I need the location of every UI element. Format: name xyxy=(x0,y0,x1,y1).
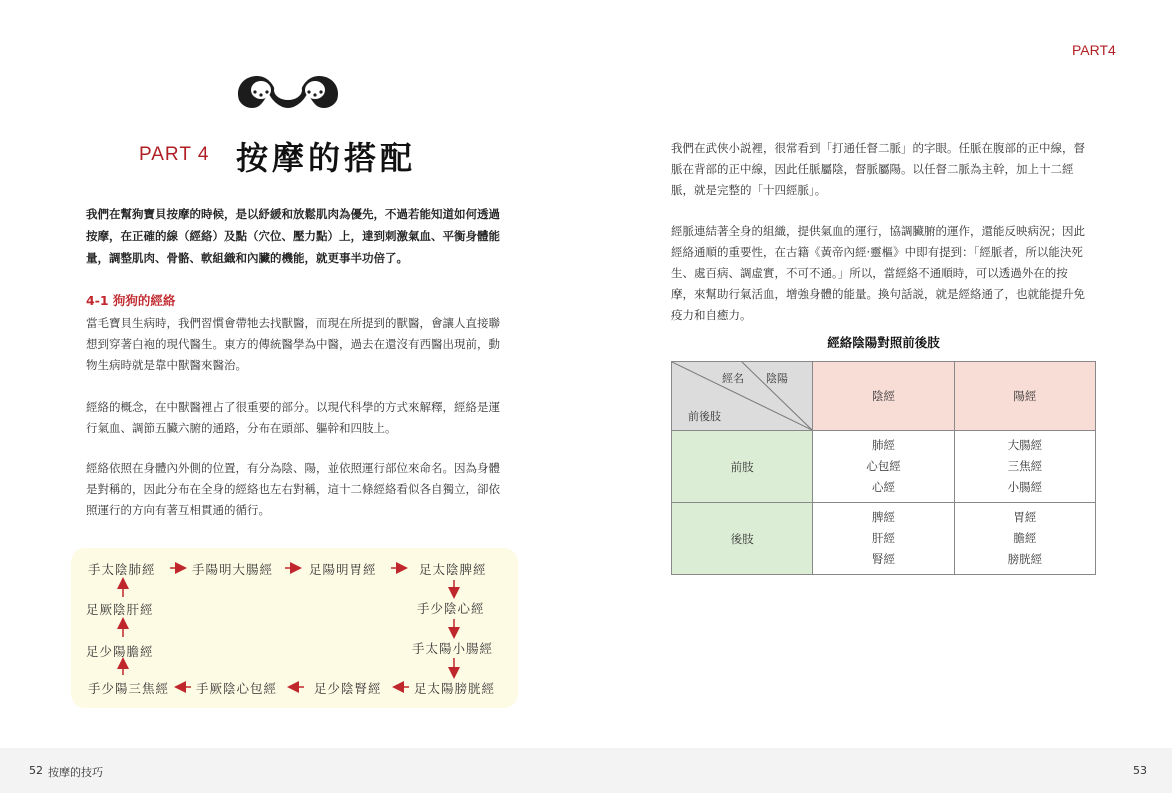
meridian-label: 足少陰腎經 xyxy=(314,681,382,696)
footer-bar xyxy=(0,748,1172,793)
left-page-number: 52 xyxy=(29,764,43,777)
meridian-label: 手太陽小腸經 xyxy=(412,641,494,656)
body-paragraph: 當毛寶貝生病時，我們習慣會帶牠去找獸醫，而現在所提到的獸醫，會讓人直接聯想到穿著白袍的現代醫生。東方的傳統醫學為中醫，過去在還沒有西醫出現前，動物生病時就是靠中獸醫來醫治。 xyxy=(86,316,500,372)
cell-value: 腎經 xyxy=(871,552,895,566)
part-tag: PART4 xyxy=(1072,42,1116,58)
column-header-yin: 陰經 xyxy=(813,362,954,431)
intro-paragraph: 我們在幫狗寶貝按摩的時候，是以紓緩和放鬆肌肉為優先，不過若能知道如何透過按摩，在正確的線（經絡）及點（穴位、壓力點）上，達到刺激氣血、平衡身體能量，調整肌肉、骨骼、軟組織和內臟的機能，就更事半功倍了。 xyxy=(86,207,500,265)
corner-top-label: 經名 陰陽 xyxy=(722,372,788,385)
table-row xyxy=(672,431,1096,503)
table-title: 經絡陰陽對照前後肢 xyxy=(827,335,940,350)
page-title: 按摩的搭配 xyxy=(236,139,417,177)
meridian-yin-yang-table xyxy=(671,361,1096,575)
meridian-label: 足少陽膽經 xyxy=(86,644,154,659)
meridian-label: 足太陰脾經 xyxy=(419,562,487,577)
cell-value: 膀胱經 xyxy=(1007,552,1043,566)
left-running-title: 按摩的技巧 xyxy=(48,766,103,779)
row-header-front-limb: 前肢 xyxy=(672,431,813,503)
table-cell xyxy=(813,503,954,575)
cell-value: 大腸經 xyxy=(1007,438,1043,452)
meridian-label: 手厥陰心包經 xyxy=(196,681,278,696)
meridian-label: 足厥陰肝經 xyxy=(86,602,154,617)
cell-value: 膽經 xyxy=(1013,531,1037,545)
body-paragraph: 經絡依照在身體內外側的位置，有分為陰、陽，並依照運行部位來命名。因為身體是對稱的，因此分布在全身的經絡也左右對稱，這十二條經絡看似各自獨立，卻依照運行的方向有著互相貫通的循行。 xyxy=(86,461,500,517)
meridian-label: 手少陰心經 xyxy=(417,601,485,616)
meridian-label: 手陽明大腸經 xyxy=(192,562,274,577)
body-paragraph: 我們在武俠小説裡，很常看到「打通任督二脈」的字眼。任脈在腹部的正中線，督脈在背部的正中線，因此任脈屬陰，督脈屬陽。以任督二脈為主幹，加上十二經脈，就是完整的「十四經脈」。 xyxy=(671,141,1085,197)
cell-value: 心經 xyxy=(871,480,895,494)
dog-face-illustration xyxy=(233,70,343,118)
meridian-label: 手太陰肺經 xyxy=(88,562,156,577)
table-cell xyxy=(813,431,954,503)
meridian-label: 足陽明胃經 xyxy=(309,562,377,577)
body-paragraph: 經絡的概念，在中獸醫裡占了很重要的部分。以現代科學的方式來解釋，經絡是運行氣血、調節五臟六腑的通路，分布在頭部、軀幹和四肢上。 xyxy=(86,400,500,435)
cell-value: 小腸經 xyxy=(1007,480,1043,494)
cell-value: 肝經 xyxy=(871,531,895,545)
column-header-yang: 陽經 xyxy=(954,362,1095,431)
cell-value: 脾經 xyxy=(871,510,895,524)
cell-value: 胃經 xyxy=(1013,510,1037,524)
row-header-hind-limb: 後肢 xyxy=(672,503,813,575)
part-label: PART 4 xyxy=(139,144,210,165)
meridian-label: 足太陽膀胱經 xyxy=(414,681,496,696)
body-paragraph: 經脈連結著全身的組織，提供氣血的運行，協調臟腑的運作，還能反映病況；因此經絡通順的重要性，在古籍《黃帝內經‧靈樞》中即有提到：「經脈者，所以能決死生、處百病、調虛實，不可不通。」所以，當經絡不通順時，可以透過外在的按摩，來幫助行氣活血，增強身體的能量。換句話説，就是經絡通了，也就能提升免疫力和自癒力。 xyxy=(671,224,1085,322)
table-corner-cell xyxy=(672,362,813,431)
table-cell xyxy=(954,503,1095,575)
cell-value: 三焦經 xyxy=(1007,459,1043,473)
cell-value: 肺經 xyxy=(871,438,895,452)
table-row xyxy=(672,503,1096,575)
section-title: 4-1 狗狗的經絡 xyxy=(86,293,176,308)
corner-bottom-label: 前後肢 xyxy=(688,410,721,423)
meridian-label: 手少陽三焦經 xyxy=(88,681,170,696)
cell-value: 心包經 xyxy=(866,459,901,473)
table-cell xyxy=(954,431,1095,503)
right-page-number: 53 xyxy=(1133,764,1147,777)
